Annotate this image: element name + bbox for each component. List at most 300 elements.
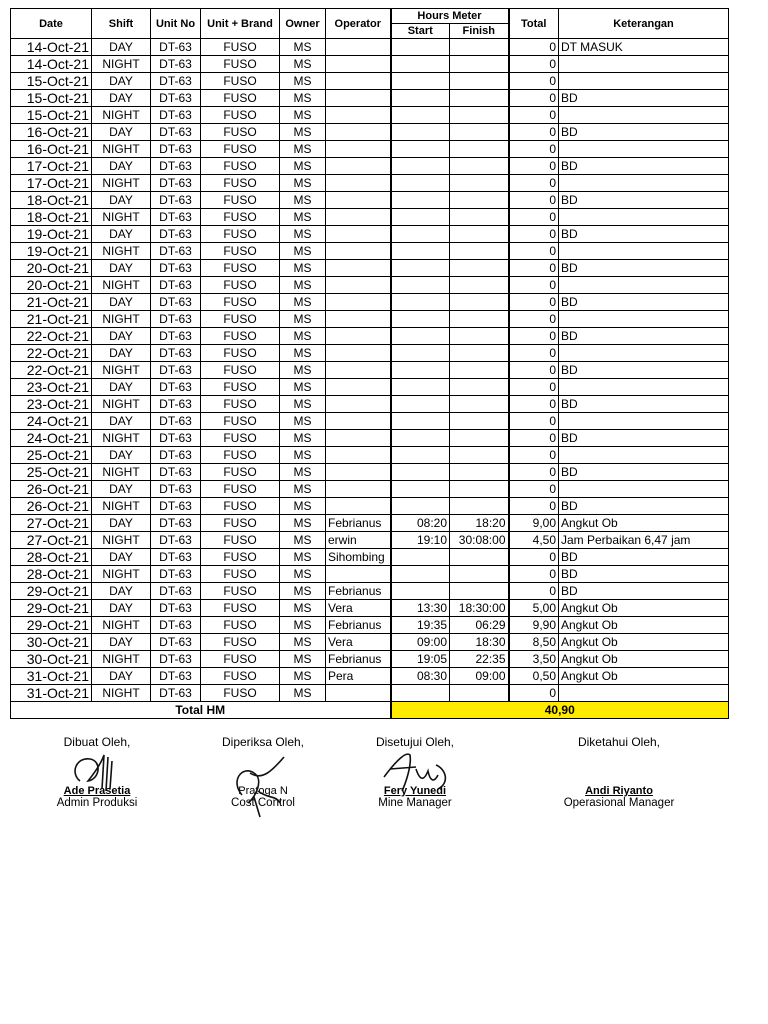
row-unit-no: DT-63 [151,600,201,617]
row-owner: MS [280,532,326,549]
row-unit-brand: FUSO [201,328,280,345]
row-unit-no: DT-63 [151,90,201,107]
row-unit-no: DT-63 [151,498,201,515]
row-start [391,192,450,209]
total-row [11,702,729,719]
row-shift: DAY [92,328,151,345]
table-row [11,226,729,243]
row-operator: Febrianus [326,617,391,634]
row-shift: NIGHT [92,243,151,260]
row-unit-brand: FUSO [201,158,280,175]
row-operator [326,328,391,345]
row-unit-brand: FUSO [201,209,280,226]
table-row [11,498,729,515]
table-row [11,532,729,549]
row-operator [326,141,391,158]
signature-block-checked-by [188,735,338,809]
row-date: 16-Oct-21 [11,124,92,141]
header-unit-no: Unit No [151,9,201,39]
row-finish [450,260,509,277]
row-unit-no: DT-63 [151,294,201,311]
row-keterangan: BD [559,583,729,600]
row-total: 0 [509,566,559,583]
row-finish [450,685,509,702]
row-finish [450,39,509,56]
row-unit-no: DT-63 [151,566,201,583]
row-date: 22-Oct-21 [11,328,92,345]
row-unit-no: DT-63 [151,260,201,277]
row-keterangan [559,345,729,362]
table-row [11,430,729,447]
row-owner: MS [280,379,326,396]
row-date: 27-Oct-21 [11,532,92,549]
row-keterangan: Angkut Ob [559,668,729,685]
row-operator [326,56,391,73]
row-start [391,294,450,311]
row-total: 0 [509,192,559,209]
row-finish: 18:30 [450,634,509,651]
row-date: 21-Oct-21 [11,294,92,311]
row-unit-no: DT-63 [151,430,201,447]
row-keterangan [559,413,729,430]
row-start [391,175,450,192]
row-owner: MS [280,90,326,107]
row-total: 0 [509,583,559,600]
row-shift: NIGHT [92,396,151,413]
row-shift: NIGHT [92,277,151,294]
row-date: 31-Oct-21 [11,685,92,702]
row-date: 28-Oct-21 [11,549,92,566]
row-operator [326,396,391,413]
row-start [391,311,450,328]
row-operator [326,413,391,430]
row-finish [450,124,509,141]
row-date: 28-Oct-21 [11,566,92,583]
row-total: 8,50 [509,634,559,651]
table-row [11,583,729,600]
row-total: 0 [509,73,559,90]
row-start [391,498,450,515]
row-owner: MS [280,328,326,345]
row-date: 15-Oct-21 [11,73,92,90]
row-operator [326,345,391,362]
row-unit-brand: FUSO [201,583,280,600]
row-operator [326,362,391,379]
row-start [391,396,450,413]
row-owner: MS [280,345,326,362]
row-start [391,413,450,430]
row-unit-brand: FUSO [201,362,280,379]
table-row [11,243,729,260]
row-finish [450,294,509,311]
table-row [11,515,729,532]
row-total: 9,90 [509,617,559,634]
signature-caption: Dibuat Oleh, [63,735,131,749]
row-unit-no: DT-63 [151,277,201,294]
row-total: 0 [509,345,559,362]
row-date: 22-Oct-21 [11,345,92,362]
row-operator [326,430,391,447]
row-shift: NIGHT [92,651,151,668]
header-operator: Operator [326,9,391,39]
row-operator [326,566,391,583]
row-operator [326,311,391,328]
table-row [11,617,729,634]
signature-section [0,735,768,835]
row-shift: DAY [92,634,151,651]
row-date: 15-Oct-21 [11,107,92,124]
row-start [391,447,450,464]
row-operator [326,379,391,396]
row-keterangan: BD [559,158,729,175]
table-row [11,260,729,277]
row-unit-no: DT-63 [151,634,201,651]
row-shift: DAY [92,515,151,532]
table-row [11,56,729,73]
row-date: 30-Oct-21 [11,634,92,651]
table-row [11,209,729,226]
row-shift: DAY [92,668,151,685]
table-row [11,651,729,668]
row-unit-brand: FUSO [201,617,280,634]
row-unit-no: DT-63 [151,175,201,192]
row-shift: NIGHT [92,685,151,702]
row-unit-no: DT-63 [151,345,201,362]
row-shift: NIGHT [92,107,151,124]
row-finish [450,362,509,379]
row-keterangan: Jam Perbaikan 6,47 jam [559,532,729,549]
row-finish [450,396,509,413]
row-unit-no: DT-63 [151,39,201,56]
row-keterangan: Angkut Ob [559,651,729,668]
row-shift: DAY [92,549,151,566]
row-owner: MS [280,260,326,277]
table-row [11,549,729,566]
row-unit-no: DT-63 [151,158,201,175]
row-owner: MS [280,294,326,311]
row-unit-brand: FUSO [201,39,280,56]
row-finish [450,243,509,260]
row-owner: MS [280,396,326,413]
row-finish [450,464,509,481]
row-unit-brand: FUSO [201,634,280,651]
row-unit-no: DT-63 [151,328,201,345]
row-owner: MS [280,617,326,634]
row-owner: MS [280,498,326,515]
row-total: 0 [509,549,559,566]
row-keterangan [559,685,729,702]
row-unit-no: DT-63 [151,617,201,634]
row-date: 16-Oct-21 [11,141,92,158]
row-start [391,277,450,294]
row-finish: 30:08:00 [450,532,509,549]
row-start [391,226,450,243]
row-owner: MS [280,192,326,209]
row-finish: 06:29 [450,617,509,634]
table-row [11,90,729,107]
row-unit-no: DT-63 [151,685,201,702]
row-operator [326,294,391,311]
row-unit-brand: FUSO [201,685,280,702]
row-date: 23-Oct-21 [11,379,92,396]
row-start [391,464,450,481]
row-shift: NIGHT [92,141,151,158]
row-finish [450,566,509,583]
row-keterangan: Angkut Ob [559,515,729,532]
row-operator: Febrianus [326,515,391,532]
row-keterangan: BD [559,192,729,209]
table-row [11,464,729,481]
row-keterangan [559,481,729,498]
row-start [391,549,450,566]
row-finish [450,158,509,175]
row-finish: 18:30:00 [450,600,509,617]
row-start: 19:35 [391,617,450,634]
row-operator [326,107,391,124]
row-unit-no: DT-63 [151,226,201,243]
row-finish [450,277,509,294]
row-owner: MS [280,668,326,685]
row-owner: MS [280,107,326,124]
row-unit-brand: FUSO [201,379,280,396]
signature-caption: Disetujui Oleh, [375,735,455,749]
row-unit-no: DT-63 [151,56,201,73]
row-owner: MS [280,362,326,379]
row-owner: MS [280,583,326,600]
row-total: 0 [509,209,559,226]
row-date: 20-Oct-21 [11,260,92,277]
row-unit-no: DT-63 [151,532,201,549]
row-total: 0 [509,447,559,464]
row-unit-brand: FUSO [201,90,280,107]
row-unit-brand: FUSO [201,396,280,413]
row-owner: MS [280,634,326,651]
row-unit-brand: FUSO [201,430,280,447]
header-owner: Owner [280,9,326,39]
row-finish [450,175,509,192]
row-finish [450,447,509,464]
row-date: 14-Oct-21 [11,39,92,56]
row-keterangan: BD [559,294,729,311]
row-total: 5,00 [509,600,559,617]
table-row [11,566,729,583]
row-shift: DAY [92,379,151,396]
row-start [391,430,450,447]
row-unit-no: DT-63 [151,447,201,464]
handwritten-signature-icon [228,751,298,819]
row-shift: NIGHT [92,56,151,73]
row-keterangan: DT MASUK [559,39,729,56]
row-start: 08:20 [391,515,450,532]
row-shift: DAY [92,90,151,107]
table-body [11,39,729,702]
row-unit-brand: FUSO [201,532,280,549]
row-start [391,56,450,73]
row-date: 24-Oct-21 [11,413,92,430]
row-shift: NIGHT [92,311,151,328]
row-unit-no: DT-63 [151,73,201,90]
row-shift: NIGHT [92,532,151,549]
row-unit-brand: FUSO [201,447,280,464]
row-date: 25-Oct-21 [11,464,92,481]
header-start: Start [391,24,450,39]
row-keterangan: BD [559,260,729,277]
row-finish [450,498,509,515]
row-shift: DAY [92,73,151,90]
row-shift: NIGHT [92,209,151,226]
row-unit-no: DT-63 [151,124,201,141]
row-finish [450,379,509,396]
row-start [391,158,450,175]
row-operator: erwin [326,532,391,549]
row-date: 26-Oct-21 [11,498,92,515]
header-unit-brand: Unit + Brand [201,9,280,39]
row-total: 0 [509,243,559,260]
row-total: 9,00 [509,515,559,532]
row-finish [450,141,509,158]
row-operator [326,192,391,209]
table-row [11,158,729,175]
row-date: 15-Oct-21 [11,90,92,107]
row-total: 0 [509,396,559,413]
table-row [11,141,729,158]
row-total: 0 [509,124,559,141]
row-finish [450,311,509,328]
row-date: 18-Oct-21 [11,192,92,209]
row-date: 24-Oct-21 [11,430,92,447]
row-operator [326,447,391,464]
row-finish [450,345,509,362]
row-total: 0 [509,328,559,345]
row-total: 0 [509,277,559,294]
row-unit-brand: FUSO [201,498,280,515]
row-start: 13:30 [391,600,450,617]
row-unit-no: DT-63 [151,583,201,600]
table-row [11,481,729,498]
row-unit-no: DT-63 [151,362,201,379]
row-keterangan [559,73,729,90]
row-keterangan [559,141,729,158]
row-finish [450,73,509,90]
row-operator [326,209,391,226]
row-keterangan [559,311,729,328]
row-owner: MS [280,124,326,141]
row-finish [450,209,509,226]
row-unit-brand: FUSO [201,566,280,583]
row-shift: DAY [92,583,151,600]
row-shift: DAY [92,413,151,430]
row-keterangan [559,379,729,396]
row-unit-brand: FUSO [201,413,280,430]
row-owner: MS [280,39,326,56]
row-shift: NIGHT [92,175,151,192]
row-unit-brand: FUSO [201,243,280,260]
row-start [391,583,450,600]
row-operator [326,243,391,260]
table-row [11,600,729,617]
row-owner: MS [280,413,326,430]
signer-name: Ade Prasetia [63,785,131,797]
table-row [11,379,729,396]
row-start [391,243,450,260]
row-total: 0 [509,260,559,277]
row-date: 29-Oct-21 [11,583,92,600]
row-keterangan: BD [559,498,729,515]
row-start: 19:10 [391,532,450,549]
row-finish [450,413,509,430]
row-unit-no: DT-63 [151,651,201,668]
row-owner: MS [280,209,326,226]
header-keterangan: Keterangan [559,9,729,39]
row-owner: MS [280,600,326,617]
row-keterangan: BD [559,430,729,447]
row-date: 29-Oct-21 [11,617,92,634]
table-row [11,328,729,345]
row-date: 30-Oct-21 [11,651,92,668]
row-unit-brand: FUSO [201,294,280,311]
row-keterangan [559,107,729,124]
row-date: 20-Oct-21 [11,277,92,294]
row-finish [450,583,509,600]
row-finish: 09:00 [450,668,509,685]
signature-block-acknowledged-by [544,735,694,809]
signature-caption: Diperiksa Oleh, [221,735,305,749]
row-shift: NIGHT [92,362,151,379]
row-shift: DAY [92,447,151,464]
row-start [391,141,450,158]
table-row [11,107,729,124]
row-unit-brand: FUSO [201,515,280,532]
row-unit-no: DT-63 [151,515,201,532]
row-unit-no: DT-63 [151,141,201,158]
row-shift: DAY [92,260,151,277]
row-keterangan [559,175,729,192]
row-unit-brand: FUSO [201,175,280,192]
row-finish [450,549,509,566]
row-unit-no: DT-63 [151,549,201,566]
row-owner: MS [280,651,326,668]
row-owner: MS [280,515,326,532]
row-total: 0 [509,107,559,124]
row-total: 0 [509,56,559,73]
row-start: 08:30 [391,668,450,685]
row-owner: MS [280,141,326,158]
row-start [391,90,450,107]
row-total: 0 [509,311,559,328]
row-owner: MS [280,311,326,328]
row-date: 25-Oct-21 [11,447,92,464]
row-owner: MS [280,481,326,498]
table-row [11,447,729,464]
row-date: 31-Oct-21 [11,668,92,685]
row-finish [450,90,509,107]
row-shift: DAY [92,158,151,175]
row-date: 17-Oct-21 [11,158,92,175]
row-unit-no: DT-63 [151,379,201,396]
row-start [391,345,450,362]
row-owner: MS [280,685,326,702]
row-total: 0 [509,481,559,498]
header-shift: Shift [92,9,151,39]
row-unit-no: DT-63 [151,107,201,124]
signature-block-approved-by [340,735,490,809]
row-unit-brand: FUSO [201,260,280,277]
row-operator [326,685,391,702]
row-unit-brand: FUSO [201,549,280,566]
row-owner: MS [280,549,326,566]
row-unit-brand: FUSO [201,651,280,668]
row-keterangan: BD [559,362,729,379]
